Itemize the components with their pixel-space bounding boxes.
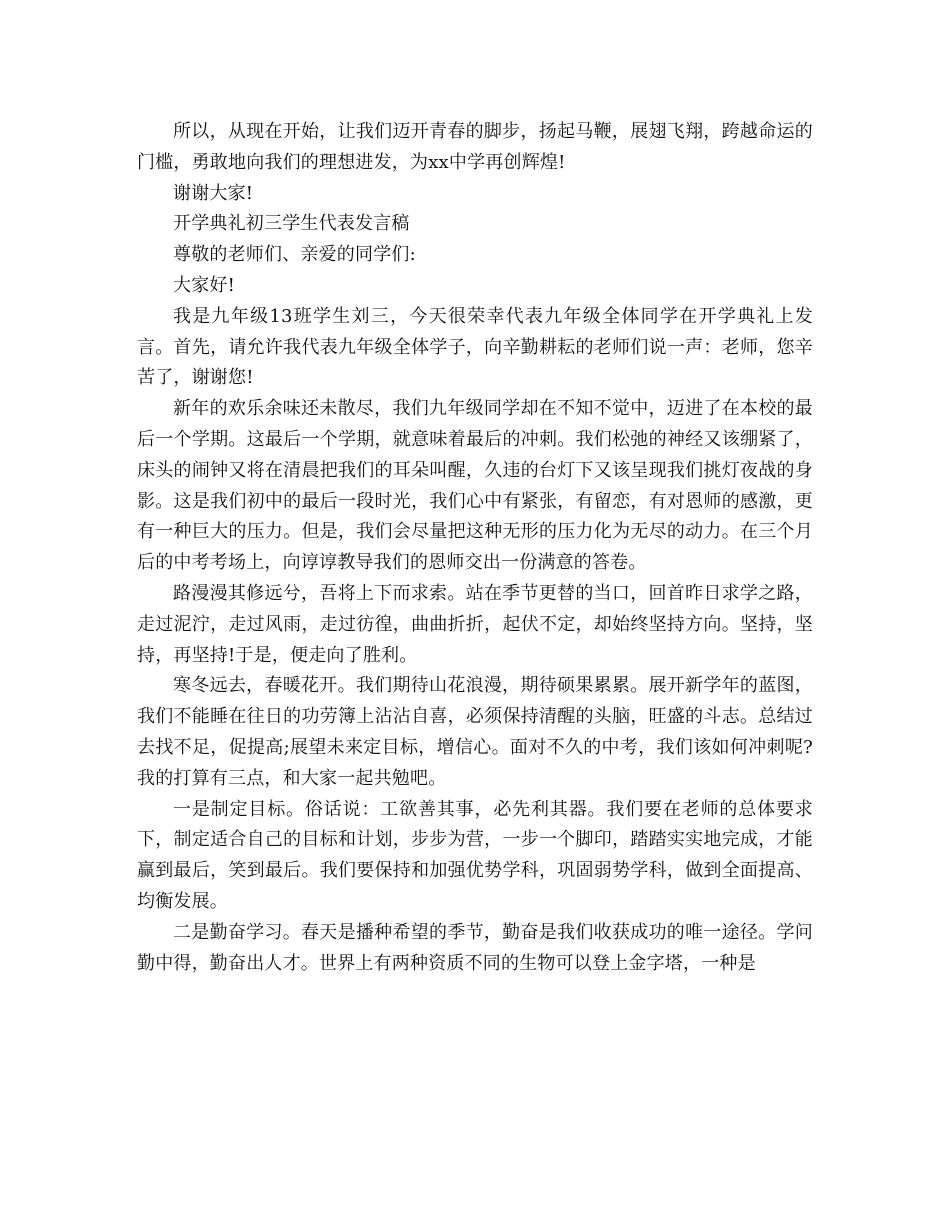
paragraph-introduction: 我是九年级13班学生刘三，今天很荣幸代表九年级全体同学在开学典礼上发言。首先，请允许我代表九年级全体学子，向辛勤耕耘的老师们说一声：老师，您辛苦了，谢谢您! — [137, 305, 813, 389]
paragraph-point-two: 二是勤奋学习。春天是播种希望的季节，勤奋是我们收获成功的唯一途径。学问勤中得，勤奋出人才。世界上有两种资质不同的生物可以登上金字塔，一种是 — [137, 921, 813, 974]
paragraph-new-semester: 新年的欢乐余味还未散尽，我们九年级同学却在不知不觉中，迈进了在本校的最后一个学期。这最后一个学期，就意味着最后的冲刺。我们松弛的神经又该绷紧了，床头的闹钟又将在清晨把我们的耳朵叫醒，久违的台灯下又该呈现我们挑灯夜战的身影。这是我们初中的最后一段时光，我们心中有紧张，有留恋，有对恩师的感激，更有一种巨大的压力。但是，我们会尽量把这种无形的压力化为无尽的动力。在三个月后的中考考场上，向谆谆教导我们的恩师交出一份满意的答卷。 — [137, 398, 813, 574]
greeting: 大家好! — [173, 274, 236, 296]
salutation: 尊敬的老师们、亲爱的同学们: — [173, 244, 416, 266]
paragraph-point-one: 一是制定目标。俗话说：工欲善其事，必先利其器。我们要在老师的总体要求下，制定适合自己的目标和计划，步步为营，一步一个脚印，踏踏实实地完成，才能赢到最后，笑到最后。我们要保持和加强优势学科，巩固弱势学科，做到全面提高、均衡发展。 — [137, 798, 813, 912]
paragraph-long-road: 路漫漫其修远兮，吾将上下而求索。站在季节更替的当口，回首昨日求学之路，走过泥泞，走过风雨，走过彷徨，曲曲折折，起伏不定，却始终坚持方向。坚持，坚持，再坚持!于是，便走向了胜利。 — [137, 582, 813, 666]
paragraph-spring-outlook: 寒冬远去，春暖花开。我们期待山花浪漫，期待硕果累累。展开新学年的蓝图，我们不能睡在往日的功劳簿上沾沾自喜，必须保持清醒的头脑，旺盛的斗志。总结过去找不足，促提高;展望未来定目标，增信心。面对不久的中考，我们该如何冲刺呢?我的打算有三点，和大家一起共勉吧。 — [137, 675, 813, 789]
paragraph-thanks: 谢谢大家! — [173, 182, 254, 204]
paragraph-closing-call: 所以，从现在开始，让我们迈开青春的脚步，扬起马鞭，展翅飞翔，跨越命运的门槛，勇敢地向我们的理想进发，为xx中学再创辉煌! — [137, 121, 813, 173]
speech-title: 开学典礼初三学生代表发言稿 — [173, 213, 410, 235]
document-body — [137, 117, 813, 979]
